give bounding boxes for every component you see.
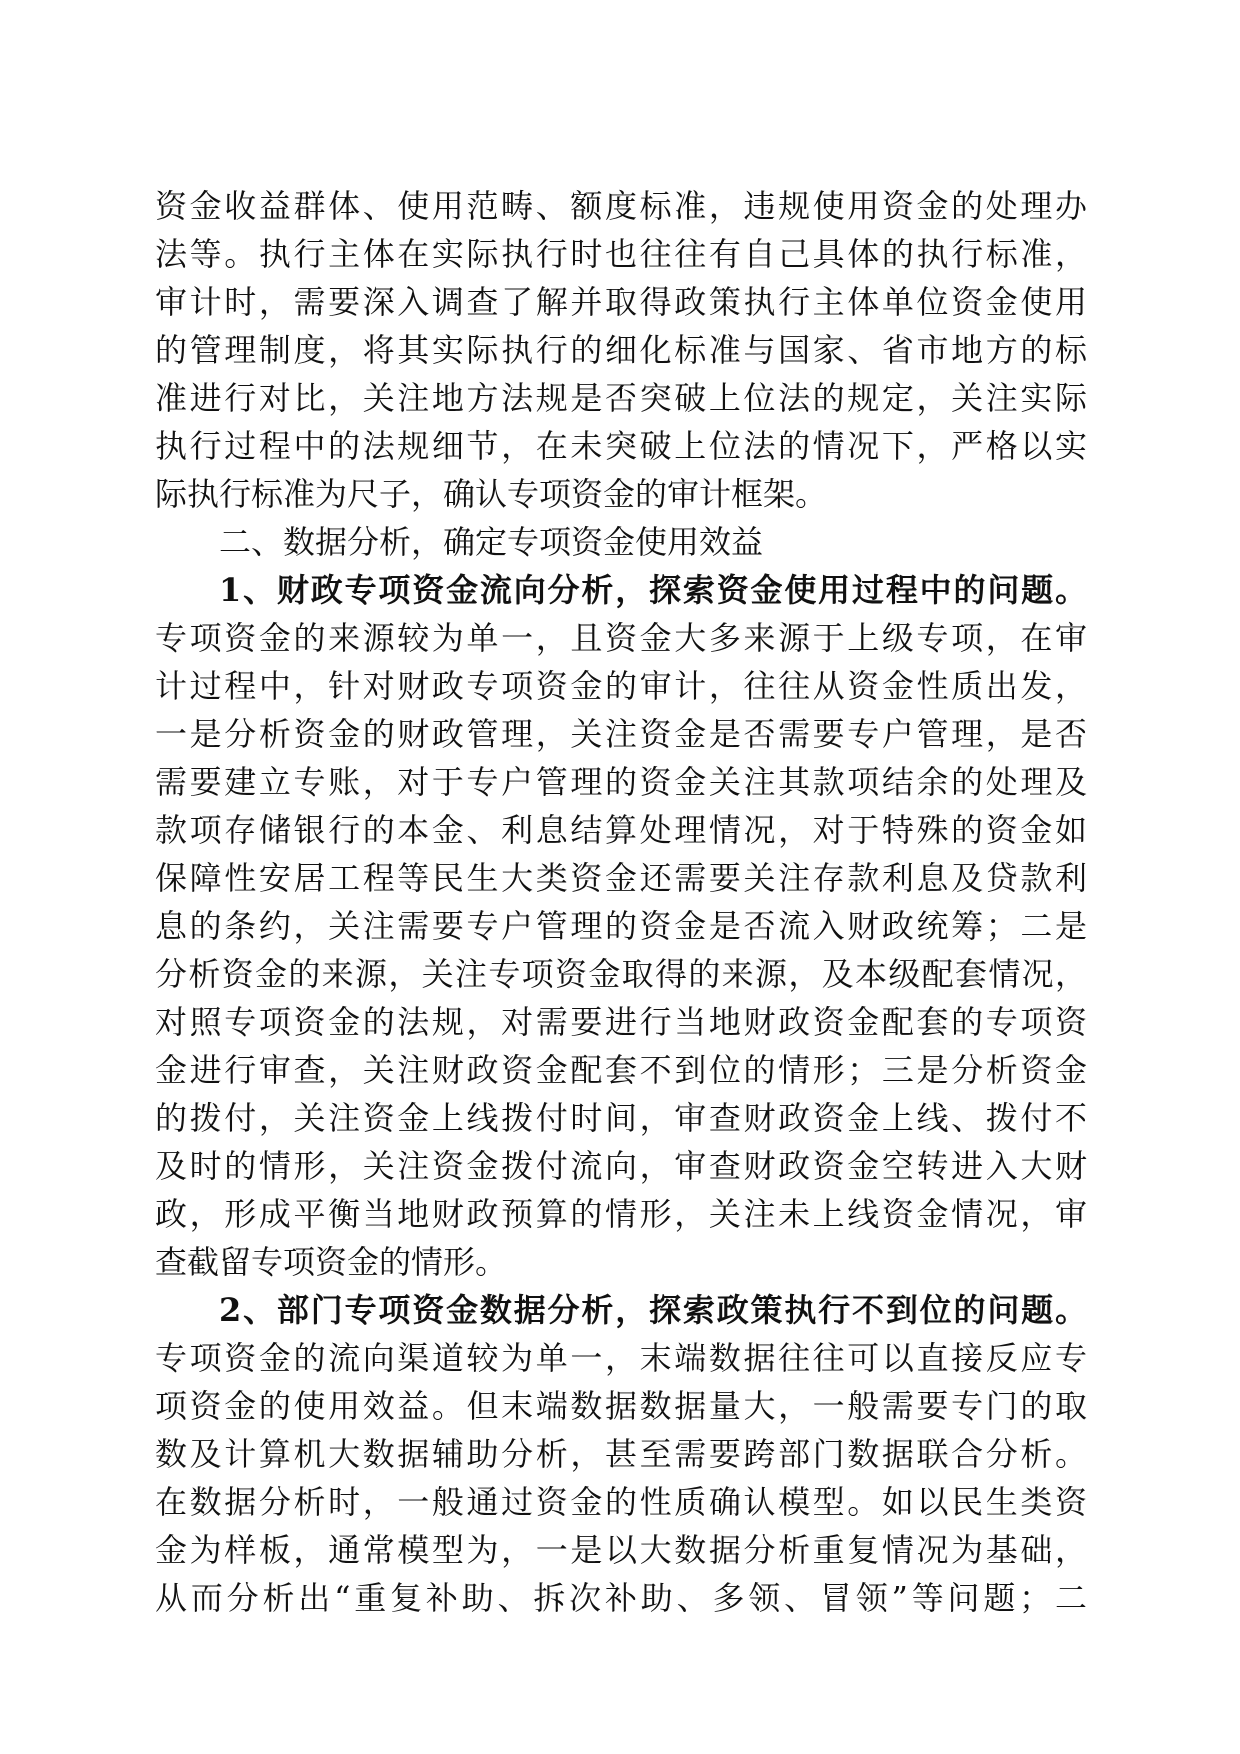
text-line: 专项资金的流向渠道较为单一，末端数据往往可以直接反应专 — [155, 1339, 1087, 1377]
text-line: 审计时，需要深入调查了解并取得政策执行主体单位资金使用 — [155, 283, 1087, 321]
text-line: 的拨付，关注资金上线拨付时间，审查财政资金上线、拨付不 — [155, 1099, 1087, 1137]
text-line: 计过程中，针对财政专项资金的审计，往往从资金性质出发， — [155, 667, 1087, 705]
subsection-1-body — [155, 614, 1087, 1286]
text-line: 需要建立专账，对于专户管理的资金关注其款项结余的处理及 — [155, 763, 1087, 801]
section-heading: 二、数据分析，确定专项资金使用效益 — [219, 523, 764, 561]
text-line: 查截留专项资金的情形。 — [155, 1243, 508, 1281]
document-page — [155, 182, 1087, 1622]
text-line: 一是分析资金的财政管理，关注资金是否需要专户管理，是否 — [155, 715, 1087, 753]
text-line: 项资金的使用效益。但末端数据数据量大，一般需要专门的取 — [155, 1387, 1087, 1425]
text-line: 息的条约，关注需要专户管理的资金是否流入财政统筹；二是 — [155, 907, 1087, 945]
text-line: 数及计算机大数据辅助分析，甚至需要跨部门数据联合分析。 — [155, 1435, 1087, 1473]
text-line: 专项资金的来源较为单一，且资金大多来源于上级专项，在审 — [155, 619, 1087, 657]
subsection-heading-1: 1、财政专项资金流向分析，探索资金使用过程中的问题。 — [219, 571, 1087, 609]
text-line: 法等。执行主体在实际执行时也往往有自己具体的执行标准， — [155, 235, 1087, 273]
text-line: 政，形成平衡当地财政预算的情形，关注未上线资金情况，审 — [155, 1195, 1087, 1233]
text-line: 的管理制度，将其实际执行的细化标准与国家、省市地方的标 — [155, 331, 1087, 369]
text-line: 在数据分析时，一般通过资金的性质确认模型。如以民生类资 — [155, 1483, 1087, 1521]
text-line: 执行过程中的法规细节，在未突破上位法的情况下，严格以实 — [155, 427, 1087, 465]
text-line: 从而分析出“重复补助、拆次补助、多领、冒领”等问题；二 — [155, 1579, 1087, 1617]
subsection-heading-2: 2、部门专项资金数据分析，探索政策执行不到位的问题。 — [219, 1291, 1087, 1329]
text-line: 保障性安居工程等民生大类资金还需要关注存款利息及贷款利 — [155, 859, 1087, 897]
subsection-2-body — [155, 1334, 1087, 1622]
text-line: 准进行对比，关注地方法规是否突破上位法的规定，关注实际 — [155, 379, 1087, 417]
text-line: 款项存储银行的本金、利息结算处理情况，对于特殊的资金如 — [155, 811, 1087, 849]
text-line: 对照专项资金的法规，对需要进行当地财政资金配套的专项资 — [155, 1003, 1087, 1041]
text-line: 际执行标准为尺子，确认专项资金的审计框架。 — [155, 475, 828, 513]
text-line: 分析资金的来源，关注专项资金取得的来源，及本级配套情况， — [155, 955, 1087, 993]
paragraph-1 — [155, 182, 1087, 518]
text-line: 及时的情形，关注资金拨付流向，审查财政资金空转进入大财 — [155, 1147, 1087, 1185]
text-line: 资金收益群体、使用范畴、额度标准，违规使用资金的处理办 — [155, 187, 1087, 225]
text-line: 金为样板，通常模型为，一是以大数据分析重复情况为基础， — [155, 1531, 1087, 1569]
text-line: 金进行审查，关注财政资金配套不到位的情形；三是分析资金 — [155, 1051, 1087, 1089]
